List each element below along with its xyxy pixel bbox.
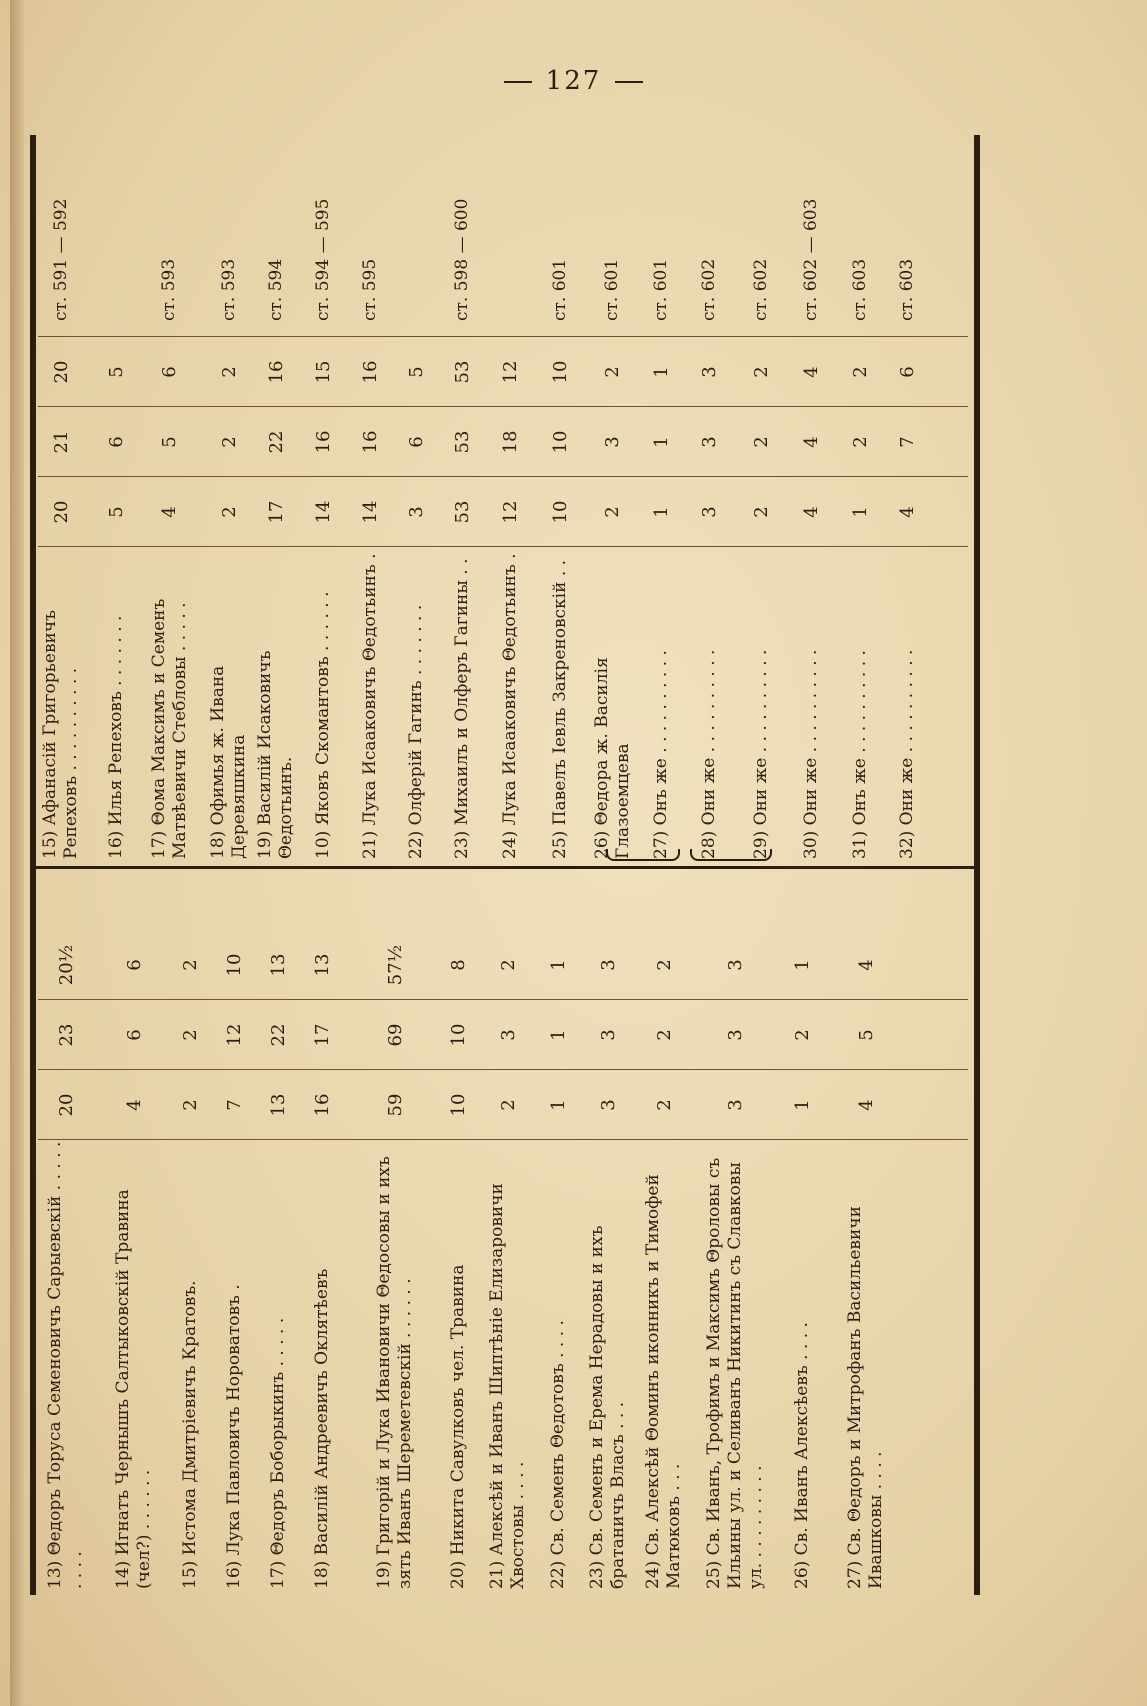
count-cell: 16 [313,430,335,454]
count-cell: 22 [267,1023,289,1047]
count-cell: 16 [360,430,382,454]
reference-cell: ст. 595 [360,258,381,321]
count-cell: 2 [179,1099,201,1111]
count-cell: 53 [452,360,474,384]
count-cell: 4 [123,1099,145,1111]
owner-name-cell: 32) Они же . . . . . . . . . . [897,649,918,859]
table-center-divider [30,866,980,869]
table-row [260,870,296,1595]
count-cell: 1 [547,959,569,971]
left-table-half [38,870,968,1595]
count-cell: 4 [800,436,822,448]
table-row [642,135,680,865]
count-cell: 12 [499,360,521,384]
count-cell: 16 [265,360,287,384]
count-cell: 1 [547,1029,569,1041]
owner-name-cell: 23) Михаилъ и Олферъ Гагины . . [452,558,473,859]
owner-name-cell: 25) Павелъ Іевль Закреновскій . . [549,559,570,859]
owner-name-cell: 22) Олферій Гагинъ . . . . . . . [405,604,426,859]
count-cell: 1 [650,366,672,378]
table-row [305,135,343,865]
owner-name-cell: 17) Θедоръ Боборыкинъ . . . . . [267,1317,288,1589]
count-cell: 12 [223,1023,245,1047]
count-cell: 10 [549,360,571,384]
count-cell: 2 [179,1029,201,1041]
owner-name-cell: 27) Св. Θедоръ и Митрофанъ Васильевичи Ивашковы . . . . [845,1206,886,1589]
owner-name-cell: 15) Афанасій Григорьевичъ Репеховъ . . . . . . . . . . [40,610,81,859]
count-cell: 3 [597,959,619,971]
count-cell: 7 [897,436,919,448]
table-row [38,870,94,1595]
owner-name-cell: 18) Офимья ж. Ивана Деревяшкина [208,665,250,859]
owner-name-cell: 17) Θома Максимъ и Семенъ Матвѣевичи Стебловы . . . . . [148,598,190,859]
table-row [890,135,926,865]
count-cell: 10 [447,1093,469,1117]
count-cell: 14 [313,500,335,524]
table-row [491,135,529,865]
owner-name-cell: 26) Св. Иванъ Алексѣевъ . . . . [791,1322,812,1589]
book-spine-edge [10,0,24,1706]
owner-name-cell: 16) Илья Репеховъ . . . . . . . [105,615,126,859]
page-number: 127 [545,66,602,96]
count-cell: 10 [447,1023,469,1047]
count-cell: 6 [105,436,127,448]
count-cell: 2 [218,506,240,518]
table-row [538,135,582,865]
owner-name-cell: 26) Θедора ж. Василія Глазоемцева [591,657,633,859]
count-cell: 20 [55,1093,77,1117]
count-cell: 1 [791,1099,813,1111]
census-table [30,135,980,1595]
count-cell: 14 [360,500,382,524]
table-row [444,135,482,865]
count-cell: 20½ [55,944,77,986]
count-cell: 1 [650,436,672,448]
count-cell: 23 [55,1023,77,1047]
table-row [440,870,476,1595]
count-cell: 5 [105,366,127,378]
owner-name-cell: 19) Василій Исаковичъ Θедотьинъ. [255,650,297,859]
count-cell: 6 [123,1029,145,1041]
count-cell: 16 [311,1093,333,1117]
owner-name-cell: 13) Θедоръ Торуса Семеновичъ Сарыевскій . . . . . . . . . [45,1141,86,1589]
owner-name-cell: 14) Игнатъ Чернышъ Салтыковскій Травина (чел?) . . . . . . [113,1189,154,1589]
count-cell: 22 [265,430,287,454]
count-cell: 15 [313,360,335,384]
count-cell: 3 [724,959,746,971]
count-cell: 3 [698,366,720,378]
table-row [172,870,208,1595]
table-row [112,870,156,1595]
owner-name-cell: 30) Они же . . . . . . . . . . [800,649,821,859]
table-top-rule [30,135,36,1595]
table-row [38,135,84,865]
table-row [147,135,193,865]
count-cell: 21 [50,430,72,454]
owner-name-cell: 18) Василій Андреевичъ Оклятѣевъ [311,1268,332,1589]
table-row [741,135,781,865]
count-cell: 5 [405,366,427,378]
owner-name-cell: 19) Григорій и Лука Ивановичи Θедосовы и ихъ зять Иванъ Шереметевскій . . . . . . [374,1156,415,1589]
count-cell: 2 [179,959,201,971]
reference-cell: ст. 602 [750,258,771,321]
reference-cell: ст. 603 [897,258,918,321]
table-row [304,870,340,1595]
count-cell: 20 [50,360,72,384]
count-cell: 10 [549,430,571,454]
table-row [593,135,633,865]
table-row [257,135,295,865]
owner-name-cell: 21) Алексѣй и Иванъ Шиптѣніе Елизаровичи Хвостовы . . . . [487,1183,528,1589]
count-cell: 57½ [384,944,406,986]
count-cell: 4 [855,959,877,971]
count-cell: 1 [547,1099,569,1111]
count-cell: 3 [602,436,624,448]
reference-cell: ст. 601 [549,258,570,321]
count-cell: 53 [452,500,474,524]
count-cell: 5 [105,506,127,518]
count-cell: 20 [50,500,72,524]
count-cell: 2 [653,1099,675,1111]
count-cell: 4 [855,1099,877,1111]
reference-cell: ст. 591 — 592 [50,198,71,321]
table-row [97,135,135,865]
table-row [696,870,774,1595]
count-cell: 53 [452,430,474,454]
reference-cell: ст. 594 [265,258,286,321]
count-cell: 2 [602,366,624,378]
rotated-table-wrapper [30,135,980,1595]
count-cell: 2 [653,1029,675,1041]
count-cell: 3 [497,1029,519,1041]
count-cell: 2 [497,959,519,971]
table-row [216,870,252,1595]
count-cell: 1 [650,506,672,518]
count-cell: 17 [265,500,287,524]
owner-name-cell: 15) Истома Дмитріевичъ Кратовъ. [179,1280,200,1589]
count-cell: 59 [384,1093,406,1117]
owner-name-cell: 21) Лука Исааковичъ Θедотьинъ . [360,553,381,859]
count-cell: 4 [800,366,822,378]
count-cell: 6 [159,366,181,378]
count-cell: 2 [850,436,872,448]
count-cell: 5 [159,436,181,448]
reference-cell: ст. 598 — 600 [452,198,473,321]
table-row [540,870,576,1595]
count-cell: 2 [791,1029,813,1041]
count-cell: 6 [123,959,145,971]
count-cell: 18 [499,430,521,454]
owner-name-cell: 28) Они же . . . . . . . . . . [698,649,719,859]
table-row [210,135,248,865]
count-cell: 13 [267,953,289,977]
count-cell: 1 [791,959,813,971]
count-cell: 13 [311,953,333,977]
table-row [689,135,729,865]
count-cell: 2 [218,436,240,448]
count-cell: 5 [855,1029,877,1041]
count-cell: 12 [499,500,521,524]
count-cell: 3 [724,1029,746,1041]
owner-name-cell: 10) Яковъ Скомантовъ . . . . . . [313,591,334,859]
count-cell: 3 [698,436,720,448]
reference-cell: ст. 593 [218,258,239,321]
count-cell: 17 [311,1023,333,1047]
count-cell: 4 [897,506,919,518]
owner-name-cell: 25) Св. Иванъ, Трофимъ и Максимъ Θроловы съ Ильины ул. и Селиванъ Никитинъ съ Славковы ул. . . . . . . . . . [703,1157,766,1589]
reference-cell: ст. 601 [602,258,623,321]
reference-cell: ст. 602 [698,258,719,321]
count-cell: 2 [750,366,772,378]
owner-name-cell: 24) Лука Исааковичъ Θедотьинъ . [499,553,520,859]
count-cell: 16 [360,360,382,384]
owner-name-cell: 16) Лука Павловичъ Нороватовъ . [223,1284,244,1589]
table-row [793,135,829,865]
table-row [360,870,430,1595]
count-cell: 6 [405,436,427,448]
owner-name-cell: 27) Онъ же . . . . . . . . . . [650,650,671,859]
count-cell: 3 [405,506,427,518]
reference-cell: ст. 594 — 595 [313,198,334,321]
count-cell: 3 [597,1099,619,1111]
count-cell: 10 [223,953,245,977]
table-bottom-rule [974,135,980,1595]
table-row [640,870,688,1595]
count-cell: 2 [653,959,675,971]
count-cell: 2 [497,1099,519,1111]
table-row [843,135,879,865]
table-row [352,135,390,865]
count-cell: 2 [750,506,772,518]
count-cell: 3 [724,1099,746,1111]
count-cell: 2 [850,366,872,378]
count-cell: 1 [850,506,872,518]
owner-name-cell: 22) Св. Семенъ Θедотовъ . . . . [547,1320,568,1589]
count-cell: 2 [750,436,772,448]
count-cell: 4 [159,506,181,518]
owner-name-cell: 29) Они же . . . . . . . . . . [750,649,771,859]
right-table-half [38,135,968,865]
count-cell: 6 [897,366,919,378]
table-row [838,870,894,1595]
table-row [782,870,822,1595]
page-number-header [0,66,1147,96]
count-cell: 8 [447,959,469,971]
reference-cell: ст. 593 [159,258,180,321]
count-cell: 2 [218,366,240,378]
count-cell: 3 [698,506,720,518]
owner-name-cell: 24) Св. Алексѣй Θоминъ иконникъ и Тимофей Матюковъ . . . [643,1174,684,1589]
count-cell: 13 [267,1093,289,1117]
table-row [584,870,632,1595]
reference-cell: ст. 603 [850,258,871,321]
count-cell: 7 [223,1099,245,1111]
reference-cell: ст. 601 [650,258,671,321]
table-row [399,135,433,865]
count-cell: 4 [800,506,822,518]
owner-name-cell: 20) Никита Савулковъ чел. Травина [447,1264,468,1589]
count-cell: 10 [549,500,571,524]
owner-name-cell: 23) Св. Семенъ и Ерема Нерадовы и ихъ братаничъ Власъ . . . [587,1225,628,1589]
count-cell: 3 [597,1029,619,1041]
count-cell: 2 [602,506,624,518]
count-cell: 69 [384,1023,406,1047]
reference-cell: ст. 602 — 603 [800,198,821,321]
table-row [484,870,532,1595]
owner-name-cell: 31) Онъ же . . . . . . . . . . [850,650,871,859]
